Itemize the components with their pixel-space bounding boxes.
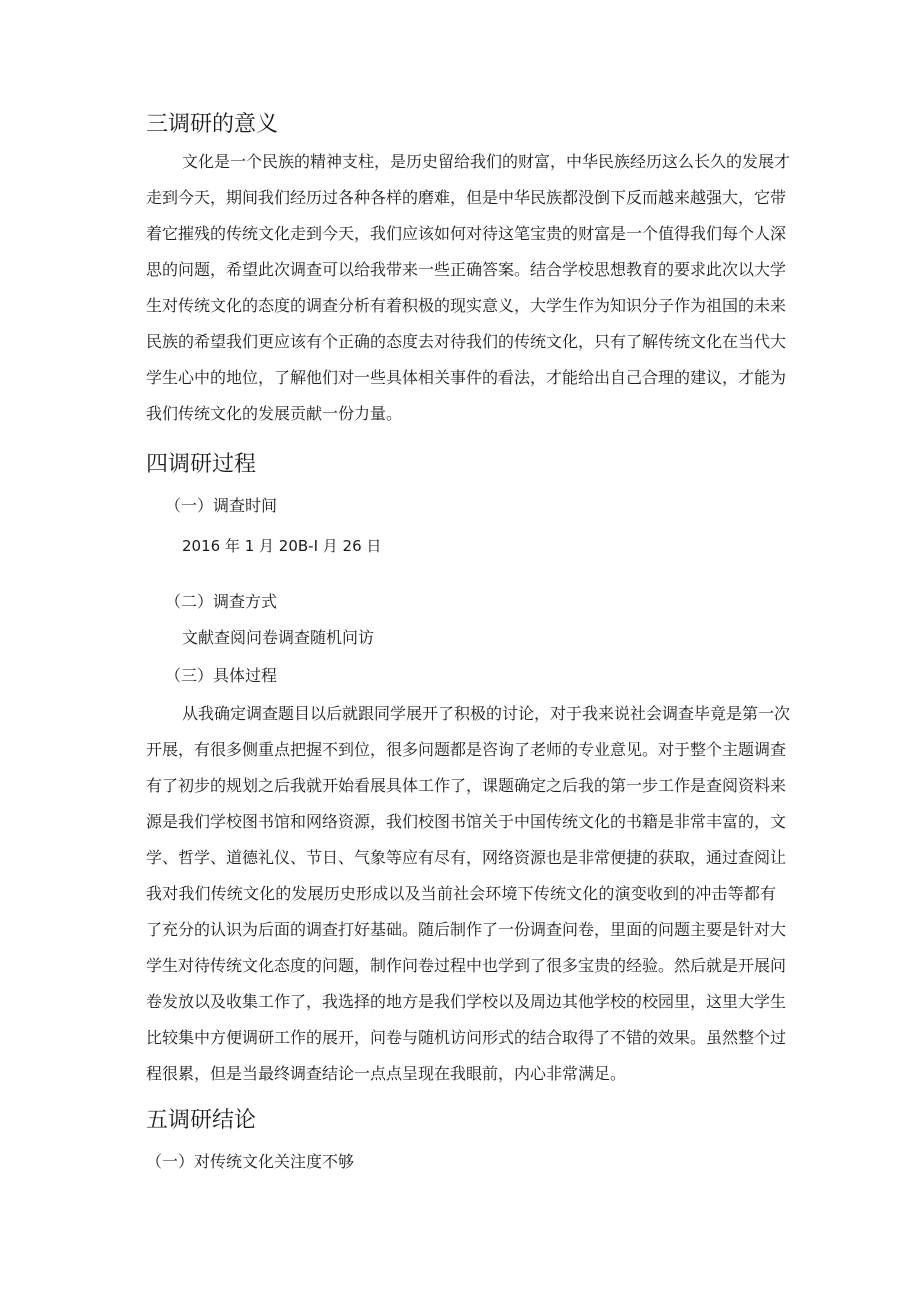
survey-method: 文献查阅问卷调查随机问访 <box>182 628 375 647</box>
section-3-line: 我们传统文化的发展贡献一份力量。 <box>146 404 403 423</box>
subsection-method-heading: （二）调查方式 <box>165 592 278 611</box>
subsection-time-heading: （一）调查时间 <box>165 496 278 515</box>
process-line: 有了初步的规划之后我就开始看展具体工作了，课题确定之后我的第一步工作是查阅资料来 <box>146 776 787 795</box>
subsection-conclusion-heading: （一）对传统文化关注度不够 <box>146 1152 355 1171</box>
process-line: 开展，有很多侧重点把握不到位，很多问题都是咨询了老师的专业意见。对于整个主题调查 <box>146 740 787 759</box>
process-line: 比较集中方便调研工作的展开，问卷与随机访问形式的结合取得了不错的效果。虽然整个过 <box>146 1028 787 1047</box>
section-3-line: 走到今天，期间我们经历过各种各样的磨难，但是中华民族都没倒下反而越来越强大，它带 <box>146 188 787 207</box>
process-line: 程很累，但是当最终调查结论一点点呈现在我眼前，内心非常满足。 <box>146 1064 627 1083</box>
section-3-line: 文化是一个民族的精神支柱，是历史留给我们的财富，中华民族经历这么长久的发展才 <box>182 152 791 171</box>
section-3-heading: 三调研的意义 <box>146 112 279 137</box>
section-3-line: 民族的希望我们更应该有个正确的态度去对待我们的传统文化，只有了解传统文化在当代大 <box>146 332 787 351</box>
process-line: 源是我们学校图书馆和网络资源，我们校图书馆关于中国传统文化的书籍是非常丰富的，文 <box>146 812 787 831</box>
subsection-process-heading: （三）具体过程 <box>165 666 278 685</box>
section-3-line: 着它摧残的传统文化走到今天，我们应该如何对待这笔宝贵的财富是一个值得我们每个人深 <box>146 224 787 243</box>
process-line: 学、哲学、道德礼仪、节日、气象等应有尽有，网络资源也是非常便捷的获取，通过查阅让 <box>146 848 787 867</box>
process-line: 学生对待传统文化态度的问题，制作问卷过程中也学到了很多宝贵的经验。然后就是开展问 <box>146 956 787 975</box>
process-line: 了充分的认识为后面的调查打好基础。随后制作了一份调查问卷，里面的问题主要是针对大 <box>146 920 787 939</box>
section-3-line: 生对传统文化的态度的调查分析有着积极的现实意义，大学生作为知识分子作为祖国的未来 <box>146 296 787 315</box>
process-line: 卷发放以及收集工作了，我选择的地方是我们学校以及周边其他学校的校园里，这里大学生 <box>146 992 787 1011</box>
section-5-heading: 五调研结论 <box>146 1108 257 1133</box>
survey-date: 2016 年 1 月 20B-I 月 26 日 <box>182 537 382 555</box>
process-line: 我对我们传统文化的发展历史形成以及当前社会环境下传统文化的演变收到的冲击等都有 <box>146 884 776 903</box>
section-3-line: 思的问题，希望此次调查可以给我带来一些正确答案。结合学校思想教育的要求此次以大学 <box>146 260 787 279</box>
process-line: 从我确定调查题目以后就跟同学展开了积极的讨论，对于我来说社会调查毕竟是第一次 <box>182 704 791 723</box>
section-4-heading: 四调研过程 <box>146 452 257 477</box>
section-3-line: 学生心中的地位，了解他们对一些具体相关事件的看法，才能给出自己合理的建议，才能为 <box>146 368 787 387</box>
